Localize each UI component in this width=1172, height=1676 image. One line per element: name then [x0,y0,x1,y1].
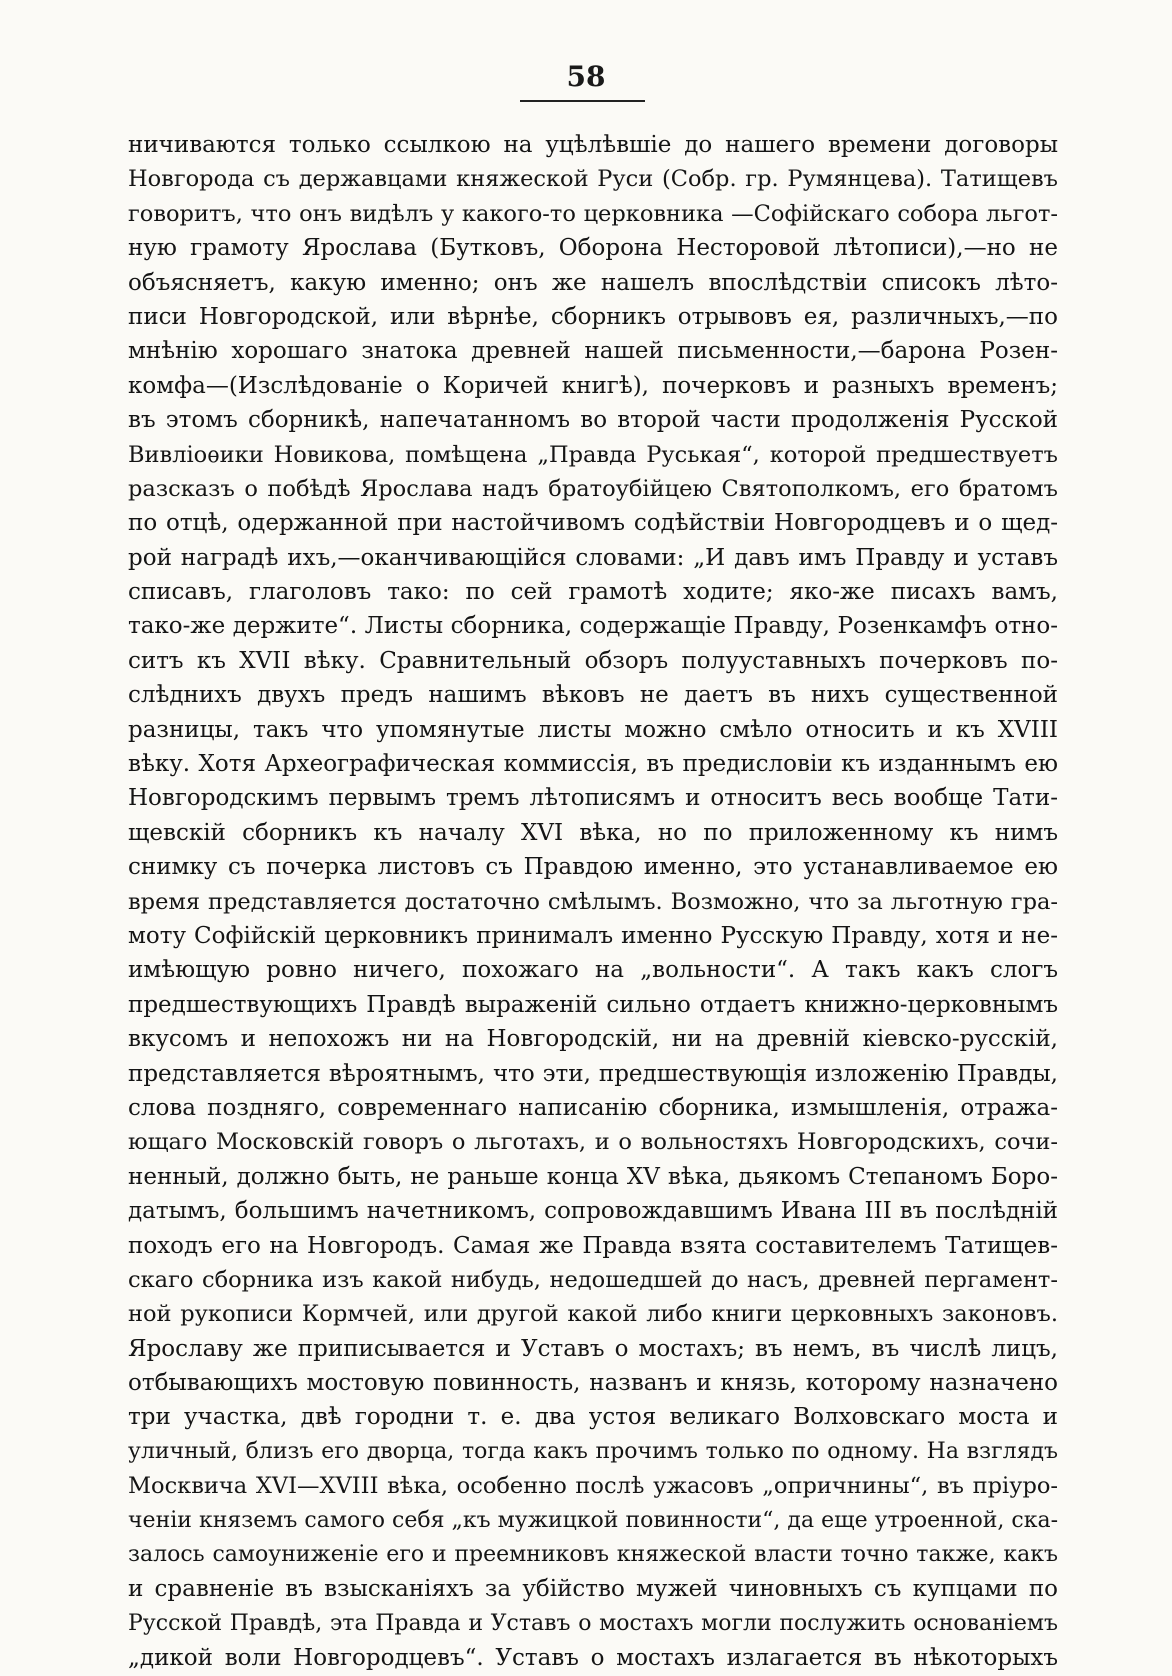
text-line: въ этомъ сборникѣ, напечатанномъ во второй части продолженія Русской [128,407,1058,434]
text-line: объясняетъ, какую именно; онъ же нашелъ впослѣдствіи списокъ лѣто- [128,269,1058,296]
text-line: три участка, двѣ городни т. е. два устоя великаго Волховскаго моста и [128,1404,1058,1431]
text-line: имѣющую ровно ничего, похожаго на „вольности“. А такъ какъ слогъ [128,957,1058,984]
text-line: и сравненіе въ взысканіяхъ за убійство мужей чиновныхъ съ купцами по [128,1576,1058,1603]
text-line: ненный, должно быть, не раньше конца XV вѣка, дьякомъ Степаномъ Боро- [128,1163,1058,1190]
text-line: Русской Правдѣ, эта Правда и Уставъ о мостахъ могли послужить основаніемъ [128,1610,1058,1636]
text-line: разсказъ о побѣдѣ Ярослава надъ братоубійцею Святополкомъ, его братомъ [128,475,1058,502]
text-line: предшествующихъ Правдѣ выраженій сильно отдаетъ книжно-церковнымъ [128,991,1058,1018]
text-line: снимку съ почерка листовъ съ Правдою именно, это устанавливаемое ею [128,854,1058,881]
text-line: Ярославу же приписывается и Уставъ о мостахъ; въ немъ, въ числѣ лицъ, [128,1335,1058,1362]
text-line: слѣднихъ двухъ предъ нашимъ вѣковъ не даетъ въ нихъ существенной [128,682,1058,709]
text-line: представляется вѣроятнымъ, что эти, предшествующія изложенію Правды, [128,1060,1058,1087]
page-number-rule [520,100,645,102]
text-line: ную грамоту Ярослава (Бутковъ, Оборона Несторовой лѣтописи),—но не [128,235,1058,262]
text-line: разницы, такъ что упомянутые листы можно смѣло относить и къ XVIII [128,716,1058,743]
page-number: 58 [566,60,606,93]
text-line: списавъ, глаголовъ тако: по сей грамотѣ ходите; яко-же писахъ вамъ, [128,579,1058,606]
text-line: комфа—(Изслѣдованіе о Коричей книгѣ), почерковъ и разныхъ временъ; [128,372,1058,399]
text-line: Москвича XVI—XVIII вѣка, особенно послѣ ужасовъ „опричнины“, въ пріуро- [128,1473,1058,1500]
text-line: по отцѣ, одержанной при настойчивомъ содѣйствіи Новгородцевъ и о щед- [128,510,1058,537]
text-line: мнѣнію хорошаго знатока древней нашей письменности,—барона Розен- [128,338,1058,365]
text-line: отбывающихъ мостовую повинность, названъ и князь, которому назначено [128,1370,1058,1397]
text-line: ничиваются только ссылкою на уцѣлѣвшіе до нашего времени договоры [128,132,1058,158]
text-line: писи Новгородской, или вѣрнѣе, сборникъ отрывовъ ея, различныхъ,—по [128,303,1058,330]
text-line: ченіи княземъ самого себя „къ мужицкой повинности“, да еще утроенной, ска- [128,1507,1058,1533]
text-line: Новгородскимъ первымъ тремъ лѣтописямъ и относитъ весь вообще Тати- [128,785,1058,812]
text-line: скаго сборника изъ какой нибудь, недошедшей до насъ, древней пергамент- [128,1266,1058,1293]
text-line: залось самоуниженіе его и преемниковъ княжеской власти точно также, какъ [128,1542,1058,1568]
text-line: вкусомъ и непохожъ ни на Новгородскій, ни на древній кіевско-русскій, [128,1026,1058,1053]
text-line: моту Софійскій церковникъ принималъ именно Русскую Правду, хотя и не- [128,922,1058,949]
text-line: Новгорода съ державцами княжеской Руси (Собр. гр. Румянцева). Татищевъ [128,166,1058,193]
body-text [128,128,1058,1676]
text-line: время представляется достаточно смѣлымъ. Возможно, что за льготную гра- [128,888,1058,915]
text-line: щевскій сборникъ къ началу XVI вѣка, но по приложенному къ нимъ [128,819,1058,846]
text-line: ющаго Московскій говоръ о льготахъ, и о вольностяхъ Новгородскихъ, сочи- [128,1129,1058,1156]
text-line: вѣку. Хотя Археографическая коммиссія, въ предисловіи къ изданнымъ ею [128,751,1058,778]
text-line: тако-же держите“. Листы сборника, содержащіе Правду, Розенкамфъ отно- [128,613,1058,640]
text-line: ситъ къ XVII вѣку. Сравнительный обзоръ полууставныхъ почерковъ по- [128,647,1058,674]
text-line: походъ его на Новгородъ. Самая же Правда взята составителемъ Татищев- [128,1232,1058,1259]
text-line: уличный, близъ его дворца, тогда какъ прочимъ только по одному. На взглядъ [128,1438,1058,1464]
text-line: говоритъ, что онъ видѣлъ у какого-то церковника —Софійскаго собора льгот- [128,200,1058,227]
text-line: „дикой воли Новгородцевъ“. Уставъ о мостахъ излагается въ нѣкоторыхъ [128,1645,1058,1672]
text-line: слова поздняго, современнаго написанію сборника, измышленія, отража- [128,1094,1058,1121]
text-line: ной рукописи Кормчей, или другой какой либо книги церковныхъ законовъ. [128,1301,1058,1328]
text-line: рой наградѣ ихъ,—оканчивающійся словами: „И давъ имъ Правду и уставъ [128,544,1058,571]
text-line: датымъ, большимъ начетникомъ, сопровождавшимъ Ивана III въ послѣдній [128,1198,1058,1225]
text-line: Вивліоѳики Новикова, помѣщена „Правда Руськая“, которой предшествуетъ [128,441,1058,468]
